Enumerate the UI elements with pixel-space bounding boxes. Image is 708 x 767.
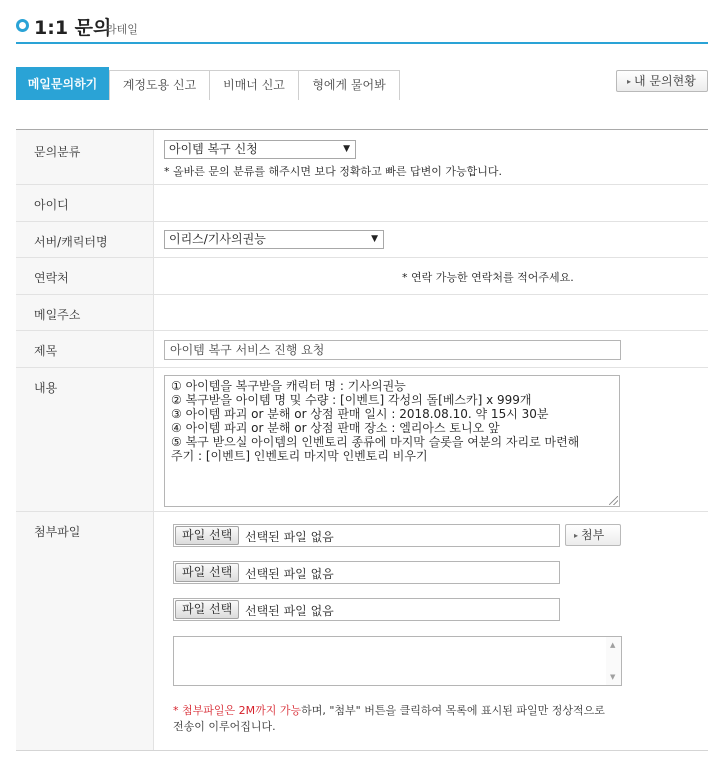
row-body [16,368,708,512]
id-value [154,185,708,221]
file-input-3[interactable] [173,598,560,621]
body-line: ② 복구받을 아이템 명 및 수량 : [이벤트] 각성의 돌[베스카] x 999개 [171,393,532,407]
arrow-right-icon: ▸ [574,531,579,540]
tab-mail-inquiry[interactable]: 메일문의하기 [16,67,109,100]
category-cell [154,130,708,184]
server-cell [154,222,708,257]
contact-label: 연락처 [16,258,154,294]
list-scrollbar[interactable] [606,637,621,685]
row-contact [16,258,708,295]
body-label: 내용 [16,368,154,511]
page-title: 1:1 문의 [34,17,112,39]
file-status-text: 선택된 파일 없음 [245,530,334,544]
attach-button[interactable] [565,524,621,546]
email-label: 메일주소 [16,295,154,330]
row-id [16,185,708,222]
file-input-2[interactable] [173,561,560,584]
category-label: 문의분류 [16,130,154,184]
body-line: ④ 아이템 파괴 or 분해 or 상점 판매 장소 : 엘리아스 토니오 앞 [171,421,500,435]
title-bullet-icon [16,19,29,32]
attachment-label: 첨부파일 [16,512,154,750]
page-header [16,12,708,44]
body-cell [154,368,708,511]
email-value [154,295,708,330]
resize-grip-icon[interactable] [609,496,618,505]
attachment-cell [154,512,708,750]
contact-cell [154,258,708,294]
attach-button-label: 첨부 [581,528,605,542]
row-category [16,130,708,185]
attachment-note [173,703,653,735]
dropdown-arrow-icon: ▼ [343,144,350,154]
row-email [16,295,708,331]
file-input-1[interactable] [173,524,560,547]
attached-files-list[interactable] [173,636,622,686]
attachment-note-text: 하며, "첨부" 버튼을 클릭하여 목록에 표시된 파일만 정상적으로 [301,704,605,717]
row-subject [16,331,708,368]
file-status-text: 선택된 파일 없음 [245,604,334,618]
tab-bad-manner-report[interactable]: 비매너 신고 [209,70,299,100]
subject-input[interactable]: 아이템 복구 서비스 진행 요청 [164,340,621,360]
dropdown-arrow-icon: ▼ [371,234,378,244]
choose-file-button[interactable]: 파일 선택 [175,526,239,545]
my-inquiry-status-label: 내 문의현황 [634,74,696,88]
server-label: 서버/캐릭터명 [16,222,154,257]
server-character-select[interactable] [164,230,384,249]
scroll-up-icon[interactable]: ▲ [610,641,616,649]
attachment-limit-note: * 첨부파일은 2M까지 가능 [173,704,302,717]
body-line: ⑤ 복구 받으실 아이템의 인벤토리 종류에 마지막 슬롯을 여분의 자리로 마련해 [171,435,580,449]
scroll-down-icon[interactable]: ▼ [610,673,616,681]
tab-ask-brother[interactable]: 형에게 물어봐 [298,70,400,100]
tab-account-theft-report[interactable]: 계정도용 신고 [109,70,210,100]
body-textarea[interactable] [164,375,620,507]
choose-file-button[interactable]: 파일 선택 [175,563,239,582]
server-selected: 이리스/기사의권능 [169,232,266,246]
subject-cell [154,331,708,367]
choose-file-button[interactable]: 파일 선택 [175,600,239,619]
body-line: 주기 : [이벤트] 인벤토리 마지막 인벤토리 비우기 [171,449,428,463]
file-status-text: 선택된 파일 없음 [245,567,334,581]
category-select[interactable] [164,140,356,159]
arrow-right-icon: ▸ [627,77,632,86]
row-server [16,222,708,258]
subject-label: 제목 [16,331,154,367]
inquiry-form [16,129,708,751]
body-line: ① 아이템을 복구받을 캐릭터 명 : 기사의권능 [171,379,406,393]
contact-note: * 연락 가능한 연락처를 적어주세요. [402,271,574,284]
attachment-note-line2: 전송이 이루어집니다. [173,720,276,733]
id-label: 아이디 [16,185,154,221]
page-subtitle: 라테일 [106,23,138,36]
category-note: * 올바른 문의 분류를 해주시면 보다 정확하고 빠른 답변이 가능합니다. [164,165,502,178]
body-line: ③ 아이템 파괴 or 분해 or 상점 판매 일시 : 2018.08.10. 약 15시 30분 [171,407,549,421]
my-inquiry-status-button[interactable] [616,70,708,92]
category-selected: 아이템 복구 신청 [169,142,258,156]
row-attachment [16,512,708,750]
